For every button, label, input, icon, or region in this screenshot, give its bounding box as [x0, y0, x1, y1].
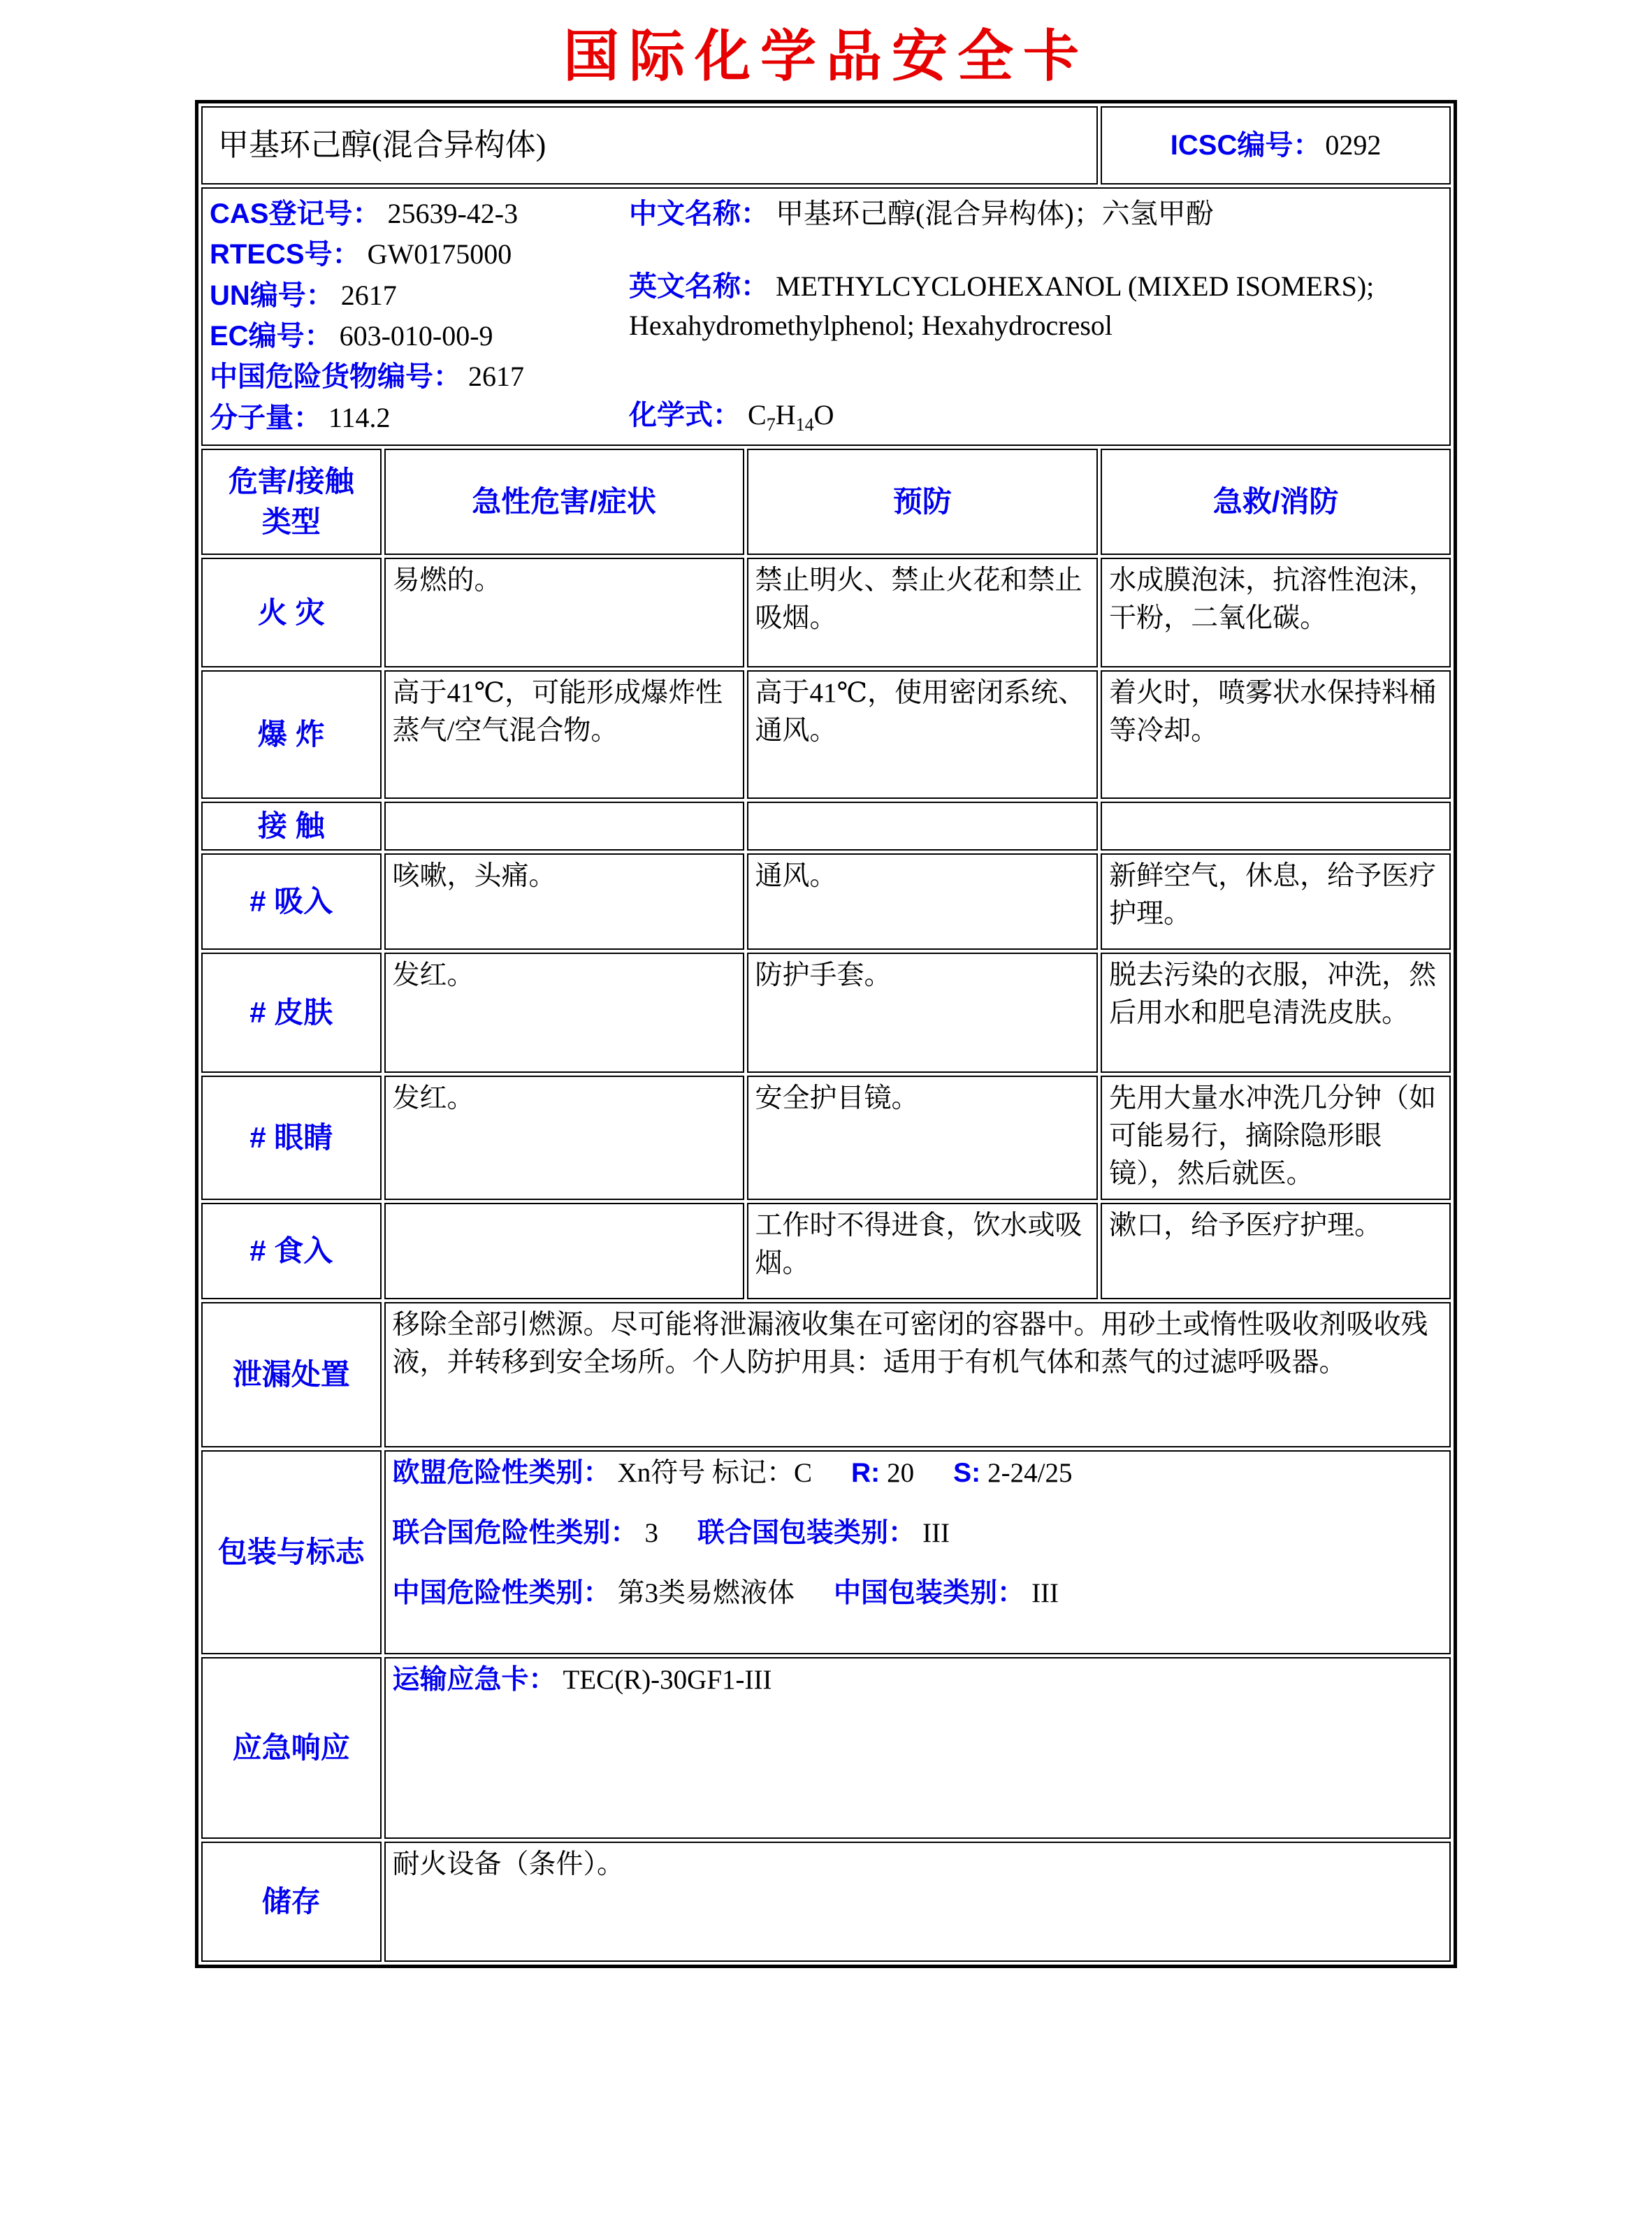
header-hazard-type: 危害/接触 类型: [201, 449, 382, 555]
cas-value: 25639-42-3: [387, 198, 519, 229]
hazard-row-inhalation: [201, 853, 1451, 950]
skin-type-label: # 皮肤: [201, 953, 382, 1073]
cas-label: CAS登记号：: [210, 198, 381, 229]
rtecs-label: RTECS号：: [210, 239, 361, 270]
un-number-line: [210, 276, 629, 315]
section-row-emergency: [201, 1657, 1451, 1839]
identifiers-row: [201, 187, 1451, 446]
emergency-content: [384, 1657, 1451, 1839]
storage-label: 储存: [201, 1842, 382, 1962]
s-phrase-value: 2-24/25: [987, 1457, 1073, 1488]
emergency-label: 应急响应: [201, 1657, 382, 1839]
hazard-row-contact: [201, 802, 1451, 851]
ingestion-aid: 漱口，给予医疗护理。: [1101, 1203, 1451, 1299]
chemical-formula-line: [629, 396, 1442, 438]
header-prevention: 预防: [747, 449, 1099, 555]
transport-card-label: 运输应急卡：: [392, 1664, 556, 1695]
chinese-name-value: 甲基环己醇(混合异构体)；六氢甲酚: [776, 198, 1214, 229]
hazard-row-explosion: [201, 670, 1451, 799]
eyes-prevention: 安全护目镜。: [747, 1076, 1099, 1200]
identifiers-cell: [201, 187, 1451, 446]
eyes-symptoms: 发红。: [384, 1076, 744, 1200]
identifiers-right-column: [629, 194, 1442, 438]
eu-class-value: Xn符号 标记：C: [617, 1457, 812, 1488]
eyes-aid: 先用大量水冲洗几分钟（如可能易行，摘除隐形眼镜），然后就医。: [1101, 1076, 1451, 1200]
un-class-value: 3: [644, 1517, 659, 1548]
skin-aid: 脱去污染的衣服，冲洗，然后用水和肥皂清洗皮肤。: [1101, 953, 1451, 1073]
china-class-value: 第3类易燃液体: [617, 1577, 795, 1608]
english-name-line: [629, 267, 1442, 345]
inhalation-symptoms: 咳嗽，头痛。: [384, 853, 744, 950]
skin-symptoms: 发红。: [384, 953, 744, 1073]
icsc-value: 0292: [1325, 129, 1382, 161]
spill-text: 移除全部引燃源。尽可能将泄漏液收集在可密闭的容器中。用砂土或惰性吸收剂吸收残液，并转移到安全场所。个人防护用具：适用于有机气体和蒸气的过滤呼吸器。: [384, 1302, 1451, 1447]
un-pack-value: III: [922, 1517, 950, 1548]
section-row-spill: [201, 1302, 1451, 1447]
formula-value: $C_7H_{14}O$: [748, 399, 834, 435]
explosion-prevention: 高于41℃，使用密闭系统、通风。: [747, 670, 1099, 799]
un-pack-label: 联合国包装类别：: [697, 1517, 916, 1548]
packaging-label: 包装与标志: [201, 1450, 382, 1654]
molecular-weight-label: 分子量：: [210, 402, 321, 433]
transport-card-value: TEC(R)-30GF1-III: [563, 1664, 772, 1695]
hazard-row-ingestion: [201, 1203, 1451, 1299]
china-classification-line: [393, 1575, 1442, 1612]
china-class-label: 中国危险性类别：: [392, 1577, 611, 1608]
explosion-aid: 着火时，喷雾状水保持料桶等冷却。: [1101, 670, 1451, 799]
icsc-label: ICSC编号：: [1170, 129, 1321, 161]
fire-type-label: 火 灾: [201, 558, 382, 667]
fire-symptoms: 易燃的。: [384, 558, 744, 667]
storage-text: 耐火设备（条件）。: [384, 1842, 1451, 1962]
eu-class-label: 欧盟危险性类别：: [392, 1457, 611, 1488]
explosion-type-label: 爆 炸: [201, 670, 382, 799]
rtecs-number-line: [210, 235, 629, 274]
identifiers-layout: [210, 191, 1442, 438]
section-row-storage: [201, 1842, 1451, 1962]
hazard-row-skin: [201, 953, 1451, 1073]
un-class-label: 联合国危险性类别：: [392, 1517, 638, 1548]
r-phrase-label: R:: [850, 1457, 881, 1488]
un-label: UN编号：: [210, 280, 334, 311]
fire-aid: 水成膜泡沫，抗溶性泡沫，干粉，二氧化碳。: [1101, 558, 1451, 667]
un-classification-line: [393, 1515, 1442, 1552]
page-title: 国际化学品安全卡: [563, 27, 1089, 88]
eu-classification-line: [393, 1454, 1442, 1492]
hazard-table-header-row: [201, 449, 1451, 555]
safety-card: [195, 100, 1457, 1968]
contact-symptoms: [384, 802, 744, 851]
s-phrase-label: S:: [953, 1457, 981, 1488]
safety-card-table: [198, 103, 1454, 1965]
inhalation-type-label: # 吸入: [201, 853, 382, 950]
formula-label: 化学式：: [629, 400, 741, 431]
contact-aid: [1101, 802, 1451, 851]
section-row-packaging: [201, 1450, 1451, 1654]
eyes-type-label: # 眼睛: [201, 1076, 382, 1200]
explosion-symptoms: 高于41℃，可能形成爆炸性蒸气/空气混合物。: [384, 670, 744, 799]
molecular-weight-line: [210, 398, 629, 438]
ec-label: EC编号：: [210, 321, 333, 352]
hazard-row-eyes: [201, 1076, 1451, 1200]
header-symptoms: 急性危害/症状: [384, 449, 744, 555]
ingestion-type-label: # 食入: [201, 1203, 382, 1299]
inhalation-prevention: 通风。: [747, 853, 1099, 950]
contact-prevention: [747, 802, 1099, 851]
china-dg-value: 2617: [468, 361, 524, 393]
molecular-weight-value: 114.2: [328, 401, 391, 433]
china-pack-label: 中国包装类别：: [834, 1577, 1025, 1608]
ec-value: 603-010-00-9: [339, 320, 493, 352]
card-header-row: [201, 106, 1451, 185]
chemical-name: 甲基环己醇(混合异构体): [201, 106, 1098, 185]
china-dg-number-line: [210, 357, 629, 396]
hazard-row-fire: [201, 558, 1451, 667]
icsc-number-cell: [1101, 106, 1451, 185]
un-value: 2617: [340, 279, 397, 311]
header-aid: 急救/消防: [1101, 449, 1451, 555]
inhalation-aid: 新鲜空气，休息，给予医疗护理。: [1101, 853, 1451, 950]
ingestion-prevention: 工作时不得进食，饮水或吸烟。: [747, 1203, 1099, 1299]
fire-prevention: 禁止明火、禁止火花和禁止吸烟。: [747, 558, 1099, 667]
ingestion-symptoms: [384, 1203, 744, 1299]
spill-label: 泄漏处置: [201, 1302, 382, 1447]
ec-number-line: [210, 317, 629, 356]
r-phrase-value: 20: [887, 1457, 915, 1488]
english-name-label: 英文名称：: [629, 271, 769, 303]
chinese-name-label: 中文名称：: [629, 198, 769, 229]
packaging-content: [384, 1450, 1451, 1654]
english-name-value: METHYLCYCLOHEXANOL (MIXED ISOMERS); Hexahydromethylphenol; Hexahydrocresol: [629, 270, 1375, 342]
contact-type-label: 接 触: [201, 802, 382, 851]
china-dg-label: 中国危险货物编号：: [210, 361, 461, 393]
skin-prevention: 防护手套。: [747, 953, 1099, 1073]
chinese-name-line: [629, 194, 1442, 233]
page: [0, 11, 1652, 1968]
china-pack-value: III: [1031, 1577, 1059, 1608]
rtecs-value: GW0175000: [367, 238, 512, 270]
cas-number-line: [210, 194, 629, 233]
identifiers-left-column: [210, 194, 629, 438]
